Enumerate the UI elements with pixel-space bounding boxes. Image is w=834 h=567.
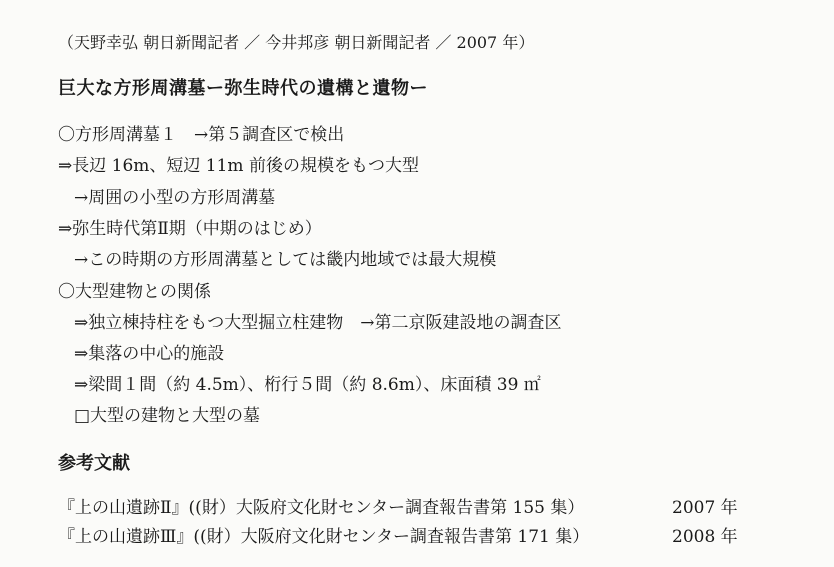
list-item: 〇方形周溝墓１ →第５調査区で検出 <box>58 125 345 145</box>
list-item: ⇒長辺 16m、短辺 11m 前後の規模をもつ大型 <box>58 156 419 176</box>
author-byline: （天野幸弘 朝日新聞記者 ／ 今井邦彦 朝日新聞記者 ／ 2007 年） <box>58 33 535 52</box>
reference-year: 2007 年 <box>672 498 738 518</box>
reference-text: 『上の山遺跡Ⅲ』((財）大阪府文化財センター調査報告書第 171 集） <box>58 527 590 547</box>
list-item: □大型の建物と大型の墓 <box>74 406 261 426</box>
list-item: ⇒弥生時代第Ⅱ期（中期のはじめ） <box>58 219 322 239</box>
list-item: →周囲の小型の方形周溝墓 <box>74 188 276 208</box>
list-item: →この時期の方形周溝墓としては畿内地域では最大規模 <box>74 250 497 270</box>
list-item: 〇大型建物との関係 <box>58 282 211 302</box>
reference-text: 『上の山遺跡Ⅱ』((財）大阪府文化財センター調査報告書第 155 集） <box>58 498 585 518</box>
list-item: ⇒集落の中心的施設 <box>74 344 225 364</box>
list-item: ⇒梁間１間（約 4.5m）、桁行５間（約 8.6m）、床面積 39 ㎡ <box>74 375 541 395</box>
references-title: 参考文献 <box>58 453 130 474</box>
list-item: ⇒独立棟持柱をもつ大型掘立柱建物 →第二京阪建設地の調査区 <box>74 313 562 333</box>
reference-year: 2008 年 <box>672 527 738 547</box>
section-heading: 巨大な方形周溝墓ー弥生時代の遺構と遺物ー <box>58 78 428 99</box>
